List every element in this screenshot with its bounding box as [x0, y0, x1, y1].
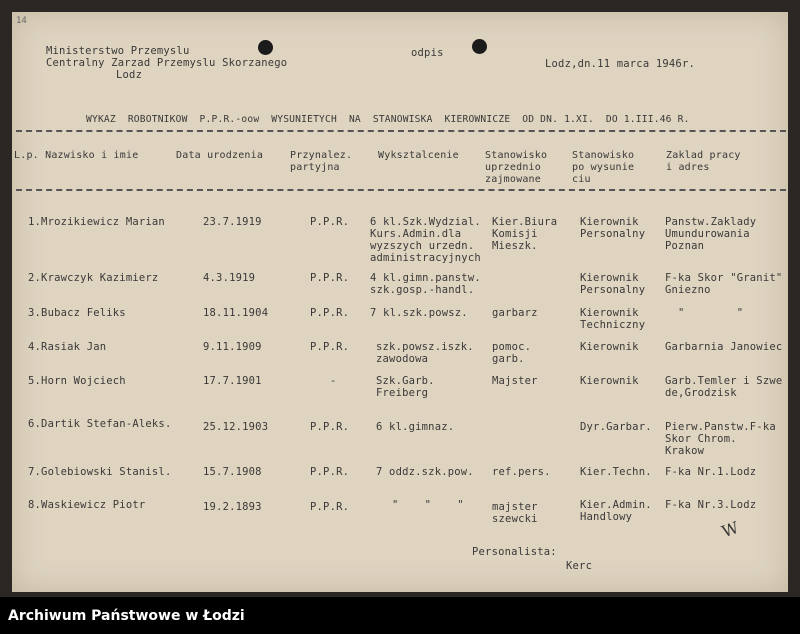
corner-note: 14	[16, 16, 27, 26]
margin-mark: W	[719, 517, 742, 542]
punch-hole	[258, 40, 273, 55]
column-header-party: Przynalez. partyjna	[290, 150, 353, 173]
row-2-education: 4 kl.gimn.panstw. szk.gosp.-handl.	[370, 272, 481, 296]
row-1-position: Kierownik Personalny	[580, 216, 646, 240]
row-8-position: Kier.Admin. Handlowy	[580, 499, 652, 523]
column-header-new-position: Stanowisko po wysunie ciu	[572, 150, 635, 185]
column-header-education: Wyksztalcenie	[378, 150, 459, 161]
row-6-position: Dyr.Garbar.	[580, 421, 652, 433]
row-6-party: P.P.R.	[310, 421, 350, 433]
row-7-name: 7.Golebiowski Stanisl.	[28, 466, 172, 478]
row-3-name: 3.Bubacz Feliks	[28, 307, 126, 319]
row-1-birth: 23.7.1919	[203, 216, 262, 228]
row-1-workplace: Panstw.Zaklady Umundurowania Poznan	[665, 216, 757, 252]
row-7-education: 7 oddz.szk.pow.	[376, 466, 474, 478]
row-4-party: P.P.R.	[310, 341, 350, 353]
row-8-workplace: F-ka Nr.3.Lodz	[665, 499, 757, 511]
row-5-workplace: Garb.Temler i Szwe de,Grodzisk	[665, 375, 783, 399]
row-6-name: 6.Dartik Stefan-Aleks.	[28, 418, 172, 430]
column-header-previous-position: Stanowisko uprzednio zajmowane	[485, 150, 548, 185]
row-3-position: Kierownik Techniczny	[580, 307, 646, 331]
document-title: WYKAZ ROBOTNIKOW P.P.R.-oow WYSUNIETYCH NA STANOWISKA KIEROWNICZE OD DN. 1.XI. DO 1.III.46 R.	[86, 114, 690, 125]
row-3-education: 7 kl.szk.powsz.	[370, 307, 468, 319]
row-6-workplace: Pierw.Panstw.F-ka Skor Chrom. Krakow	[665, 421, 776, 457]
row-4-birth: 9.11.1909	[203, 341, 262, 353]
issuer-line-2: Centralny Zarzad Przemyslu Skorzanego	[46, 57, 288, 69]
row-5-position: Kierownik	[580, 375, 639, 387]
row-2-position: Kierownik Personalny	[580, 272, 646, 296]
archive-footer	[0, 597, 800, 634]
row-1-name: 1.Mrozikiewicz Marian	[28, 216, 165, 228]
row-6-education: 6 kl.gimnaz.	[376, 421, 455, 433]
row-7-birth: 15.7.1908	[203, 466, 262, 478]
row-3-previous: garbarz	[492, 307, 538, 319]
row-1-party: P.P.R.	[310, 216, 350, 228]
row-1-previous: Kier.Biura Komisji Mieszk.	[492, 216, 558, 252]
issuer-line-1: Ministerstwo Przemyslu	[46, 45, 190, 57]
row-7-workplace: F-ka Nr.1.Lodz	[665, 466, 757, 478]
column-header-name: L.p. Nazwisko i imie	[14, 150, 139, 161]
divider-header	[16, 189, 786, 191]
row-8-name: 8.Waskiewicz Piotr	[28, 499, 146, 511]
row-8-education: " " "	[392, 499, 464, 511]
row-5-name: 5.Horn Wojciech	[28, 375, 126, 387]
divider-top	[16, 130, 786, 132]
row-7-party: P.P.R.	[310, 466, 350, 478]
row-1-education: 6 kl.Szk.Wydzial. Kurs.Admin.dla wyzszych urzedn. administracyjnych	[370, 216, 481, 264]
row-3-party: P.P.R.	[310, 307, 350, 319]
row-2-birth: 4.3.1919	[203, 272, 256, 284]
row-4-previous: pomoc. garb.	[492, 341, 532, 365]
column-header-workplace: Zaklad pracy i adres	[666, 150, 741, 173]
row-7-previous: ref.pers.	[492, 466, 551, 478]
row-4-workplace: Garbarnia Janowiec	[665, 341, 783, 353]
row-4-name: 4.Rasiak Jan	[28, 341, 107, 353]
row-5-education: Szk.Garb. Freiberg	[376, 375, 435, 399]
signature-label: Personalista:	[472, 546, 557, 558]
row-8-previous: majster szewcki	[492, 501, 538, 525]
row-4-education: szk.powsz.iszk. zawodowa	[376, 341, 474, 365]
column-header-birth: Data urodzenia	[176, 150, 264, 161]
copy-label: odpis	[411, 47, 444, 59]
row-6-birth: 25.12.1903	[203, 421, 269, 433]
row-4-position: Kierownik	[580, 341, 639, 353]
row-3-workplace: " "	[665, 307, 744, 319]
row-8-birth: 19.2.1893	[203, 501, 262, 513]
row-2-party: P.P.R.	[310, 272, 350, 284]
row-2-workplace: F-ka Skor "Granit" Gniezno	[665, 272, 783, 296]
row-8-party: P.P.R.	[310, 501, 350, 513]
place-date: Lodz,dn.11 marca 1946r.	[545, 58, 695, 70]
row-5-previous: Majster	[492, 375, 538, 387]
issuer-line-3: Lodz	[116, 69, 143, 81]
archive-name: Archiwum Państwowe w Łodzi	[8, 608, 245, 624]
row-5-birth: 17.7.1901	[203, 375, 262, 387]
signature-name: Kerc	[566, 560, 593, 572]
row-7-position: Kier.Techn.	[580, 466, 652, 478]
row-5-party: -	[330, 375, 337, 387]
row-3-birth: 18.11.1904	[203, 307, 269, 319]
punch-hole	[472, 39, 487, 54]
row-2-name: 2.Krawczyk Kazimierz	[28, 272, 159, 284]
